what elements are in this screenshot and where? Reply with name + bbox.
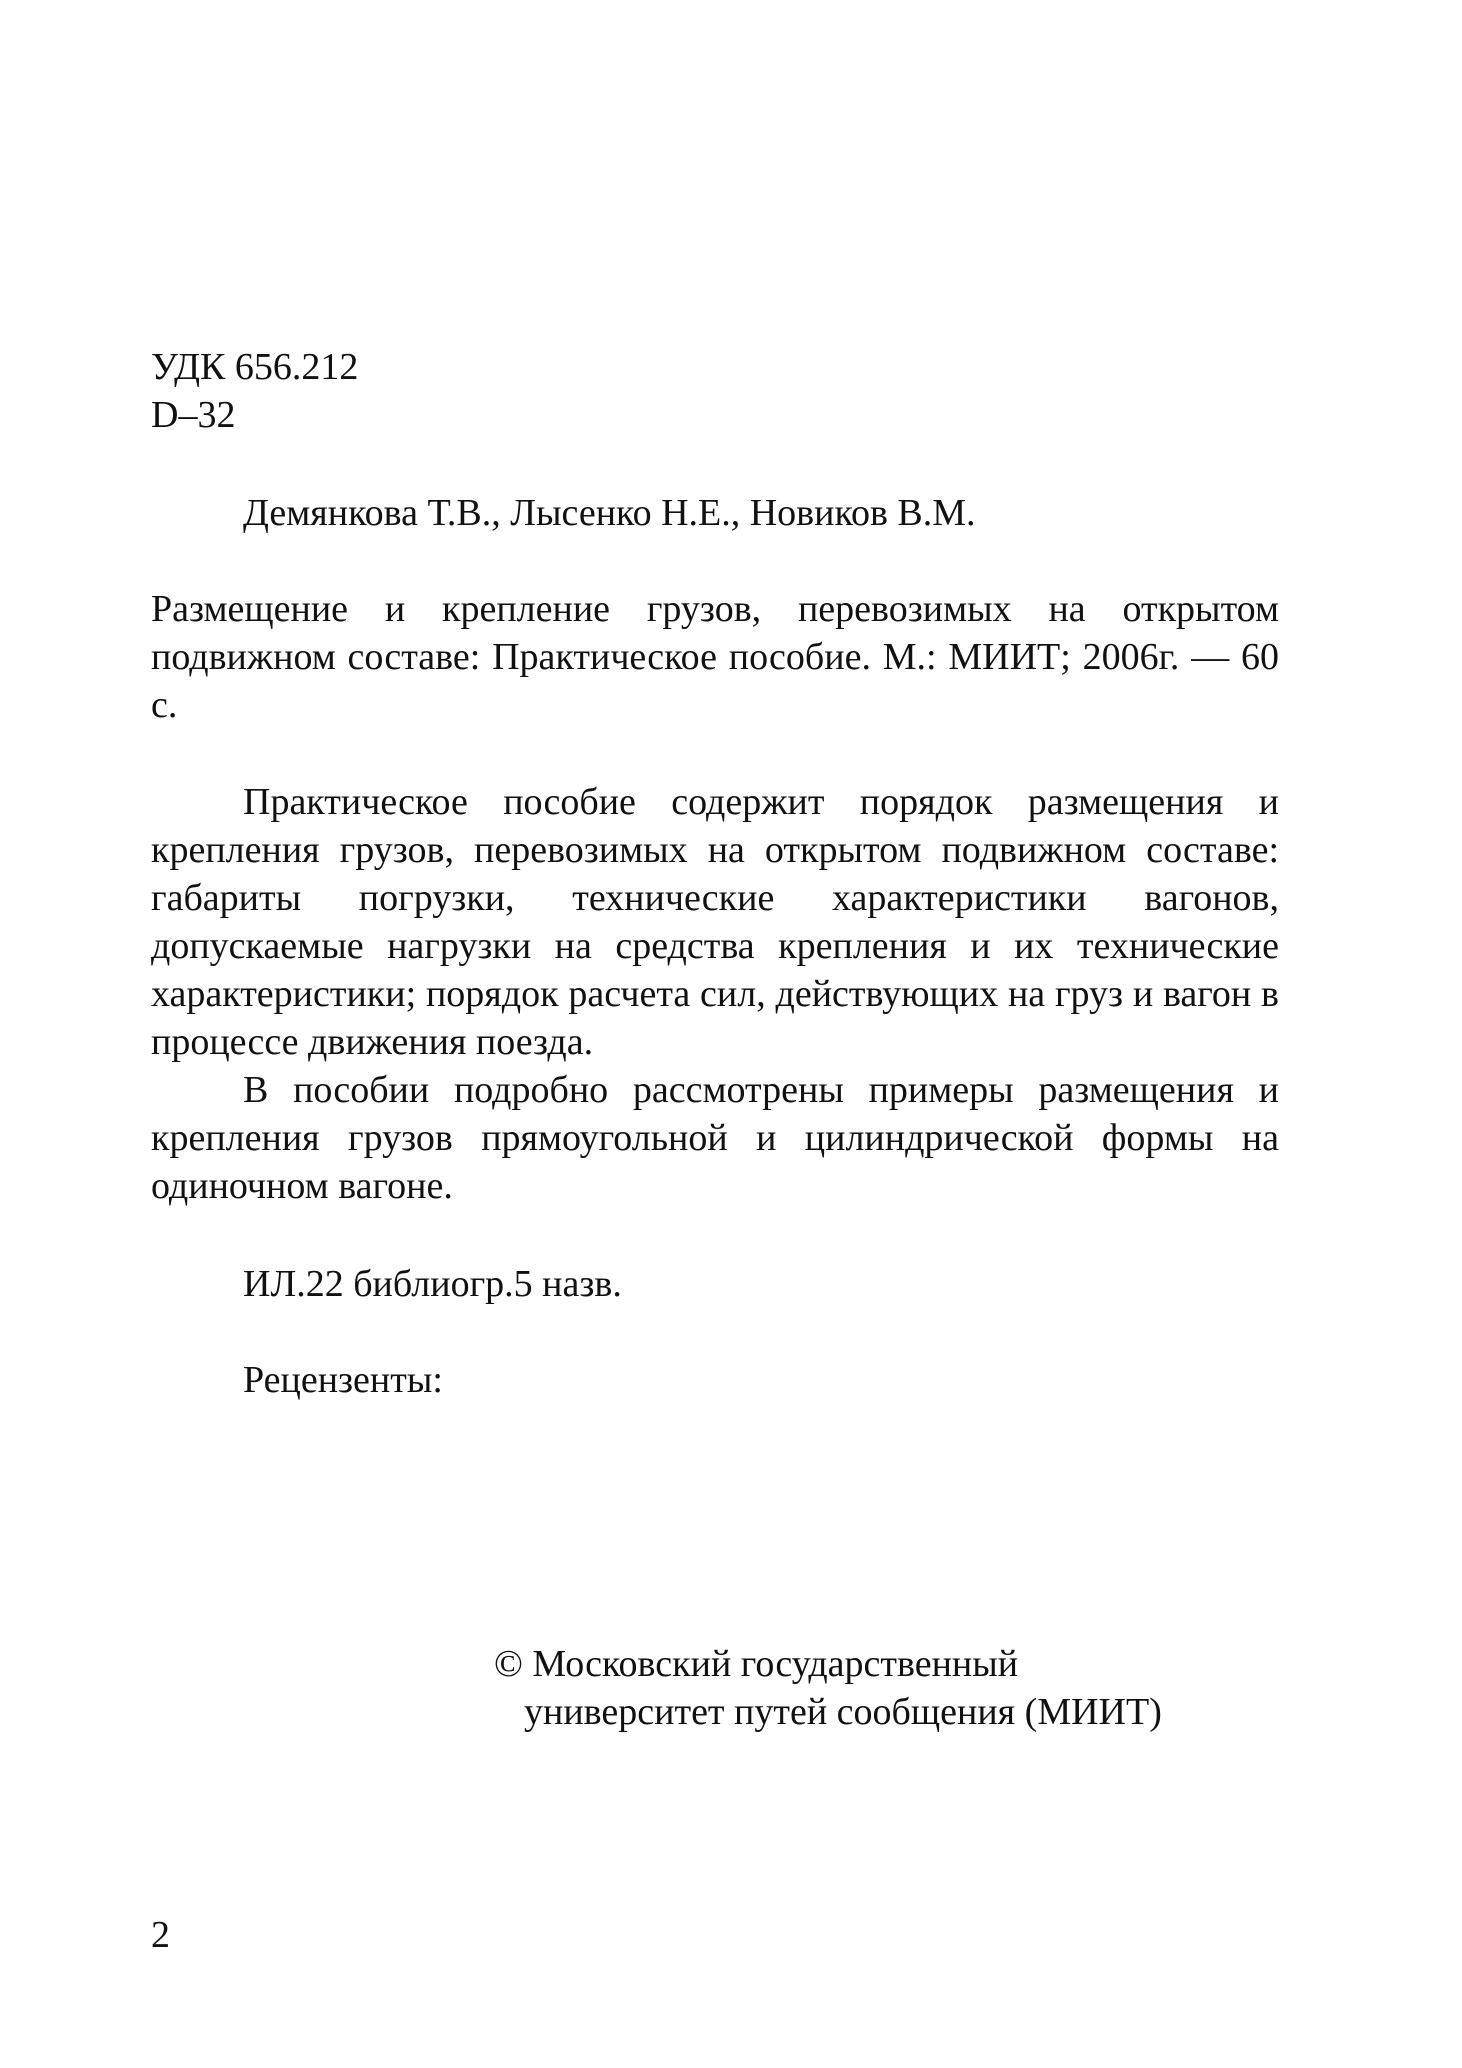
abstract-paragraph-1: Практическое пособие содержит порядок размещения и крепления грузов, перевозимых на открытом подвижном составе: габариты погрузки, технические характеристики вагонов, допускаемые нагрузки на средства крепления и их технические характеристики; порядок расчета сил, действующих на груз и вагон в процессе движения поезда. [151, 781, 1279, 1063]
udc-code: УДК 656.212 [151, 346, 359, 388]
authors: Демянкова Т.В., Лысенко Н.Е., Новиков В.М. [243, 492, 976, 534]
abstract [151, 778, 1279, 1210]
udc-block [151, 343, 1279, 439]
bibliographic-citation: Размещение и крепление грузов, перевозимых на открытом подвижном составе: Практическое пособие. М.: МИИТ; 2006г. — 60 с. [151, 588, 1279, 726]
abstract-paragraph-2: В пособии подробно рассмотрены примеры размещения и крепления грузов прямоугольной и цилиндрической формы на одиночном вагоне. [151, 1069, 1279, 1207]
reviewers-label: Рецензенты: [243, 1359, 443, 1401]
page-number: 2 [151, 1914, 170, 1956]
copyright-notice [494, 1640, 1294, 1736]
illustrations-count: ИЛ.22 библиогр.5 назв. [243, 1263, 622, 1305]
udc-index: D–32 [151, 394, 236, 436]
copyright-line-2: университет путей сообщения (МИИТ) [524, 1691, 1162, 1733]
copyright-line-1: © Московский государственный [494, 1643, 1019, 1685]
